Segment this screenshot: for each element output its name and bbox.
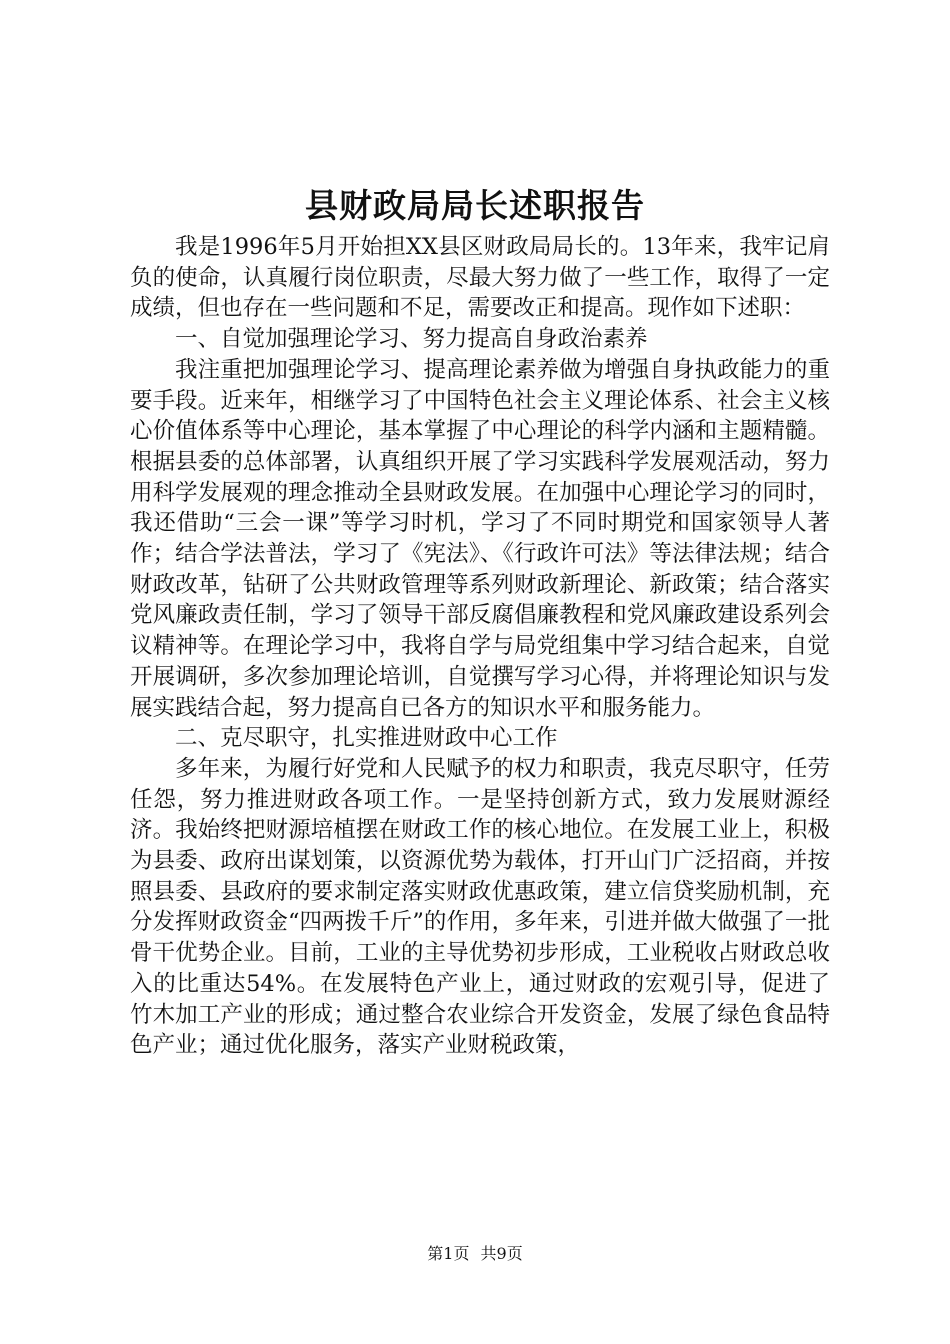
paragraph-finance-work: 多年来，为履行好党和人民赋予的权力和职责，我克尽职守，任劳任怨，努力推进财政各项工作。一是坚持创新方式，致力发展财源经济。我始终把财源培植摆在财政工作的核心地位。在发展工业上，积极为县委、政府出谋划策，以资源优势为载体，打开山门广泛招商，并按照县委、县政府的要求制定落实财政优惠政策，建立信贷奖励机制，充分发挥财政资金“四两拨千斤”的作用，多年来，引进并做大做强了一批骨干优势企业。目前，工业的主导优势初步形成，工业税收占财政总收入的比重达54%。在发展特色产业上，通过财政的宏观引导，促进了竹木加工产业的形成；通过整合农业综合开发资金，发展了绿色食品特色产业；通过优化服务，落实产业财税政策， <box>130 755 830 1059</box>
paragraph-intro: 我是1996年5月开始担XX县区财政局局长的。13年来，我牢记肩负的使命，认真履行岗位职责，尽最大努力做了一些工作，取得了一定成绩，但也存在一些问题和不足，需要改正和提高。现作如下述职： <box>130 234 830 322</box>
document-title: 县财政局局长述职报告 <box>305 186 645 225</box>
page-footer: 第1页 共9页 <box>427 1244 523 1263</box>
document-body <box>130 232 830 1061</box>
section-heading-1: 一、自觉加强理论学习、努力提高自身政治素养 <box>175 326 648 353</box>
section-heading-2: 二、克尽职守，扎实推进财政中心工作 <box>175 725 558 752</box>
paragraph-theory-study: 我注重把加强理论学习、提高理论素养做为增强自身执政能力的重要手段。近来年，相继学习了中国特色社会主义理论体系、社会主义核心价值体系等中心理论，基本掌握了中心理论的科学内涵和主题精髓。根据县委的总体部署，认真组织开展了学习实践科学发展观活动，努力用科学发展观的理念推动全县财政发展。在加强中心理论学习的同时，我还借助“三会一课”等学习时机，学习了不同时期党和国家领导人著作；结合学法普法，学习了《宪法》、《行政许可法》等法律法规；结合财政改革，钻研了公共财政管理等系列财政新理论、新政策；结合落实党风廉政责任制，学习了领导干部反腐倡廉教程和党风廉政建设系列会议精神等。在理论学习中，我将自学与局党组集中学习结合起来，自觉开展调研，多次参加理论培训，自觉撰写学习心得，并将理论知识与发展实践结合起，努力提高自已各方的知识水平和服务能力。 <box>130 356 830 721</box>
